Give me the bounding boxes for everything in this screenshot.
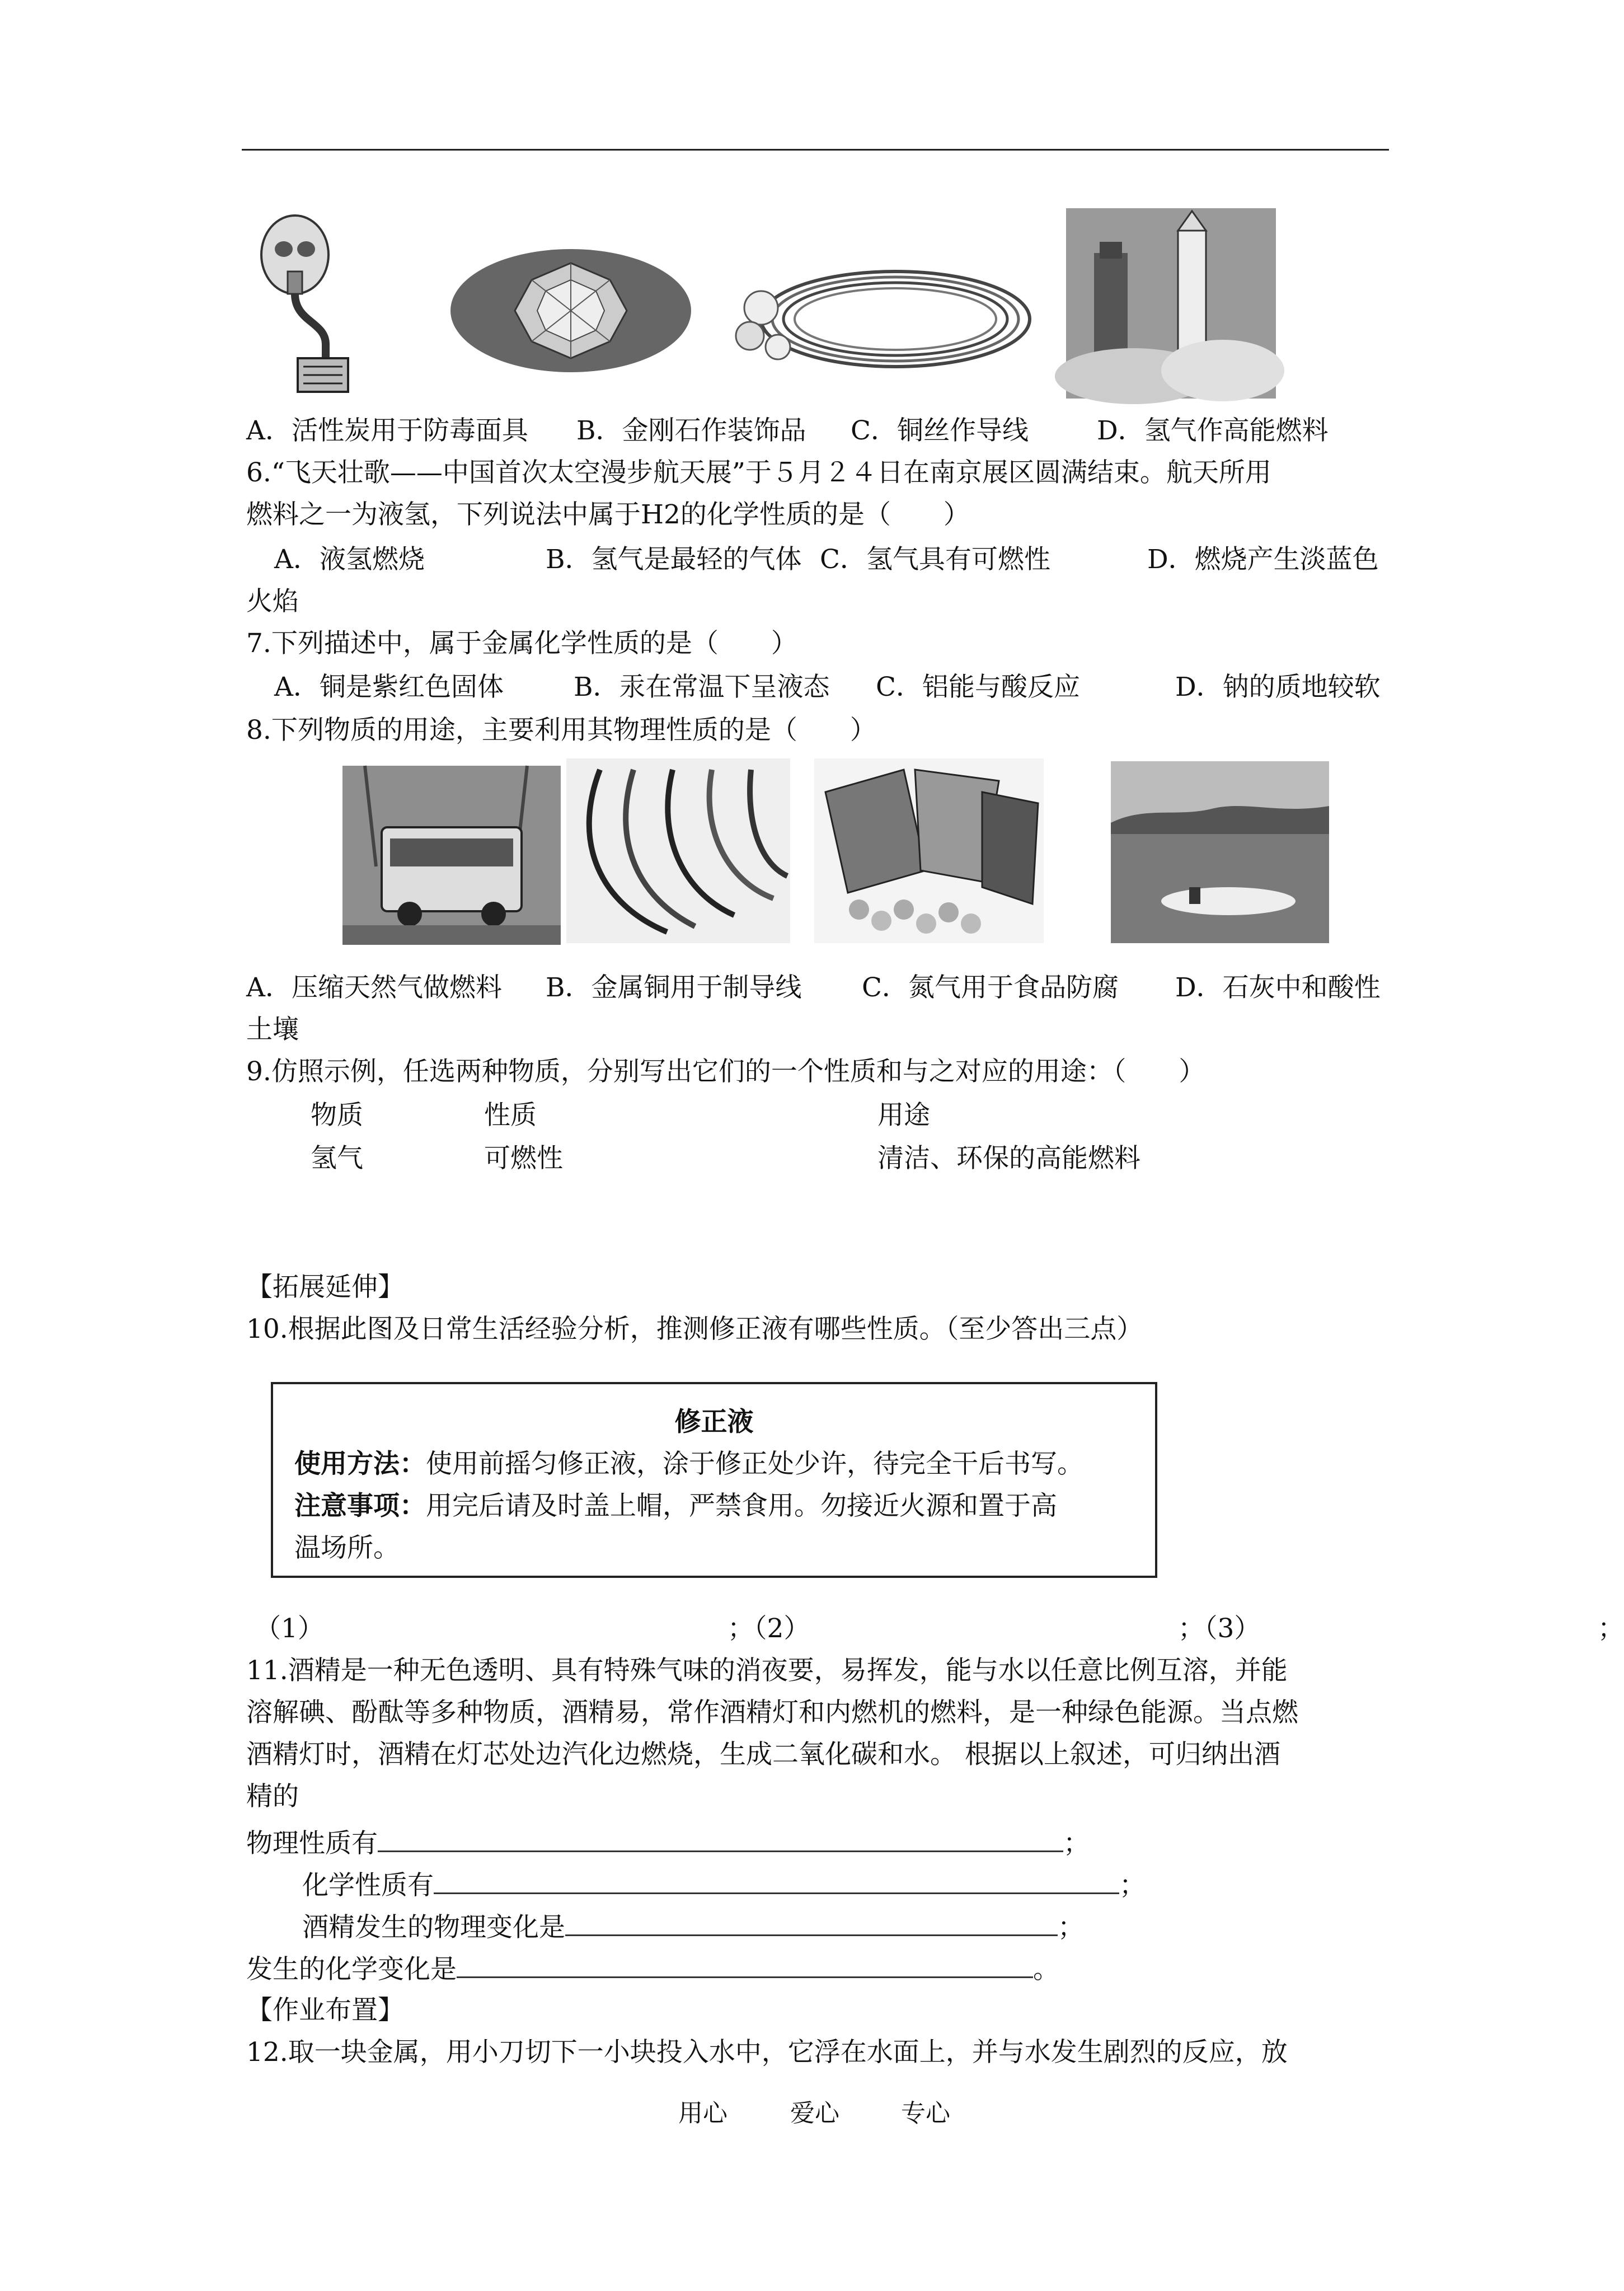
wires-picture: [566, 758, 790, 943]
q6-option-a: A．液氢燃烧: [274, 544, 425, 575]
q7-option-d: D．钠的质地较软: [1175, 672, 1381, 702]
q6-stem-line1: 6.“飞天壮歌——中国首次太空漫步航天展”于５月２４日在南京展区圆满结束。航天所用: [246, 457, 1271, 488]
box-title: 修正液: [674, 1407, 754, 1437]
q7-stem: 7.下列描述中，属于金属化学性质的是（ ）: [246, 628, 797, 659]
q6-option-c: C．氢气具有可燃性: [820, 544, 1050, 575]
q11-physical-blank[interactable]: [378, 1826, 1063, 1852]
q10-stem: 10.根据此图及日常生活经验分析，推测修正液有哪些性质。（至少答出三点）: [246, 1314, 1143, 1344]
q9-example-property: 可燃性: [484, 1143, 563, 1174]
lime-soil-picture: [1111, 761, 1329, 943]
q5-option-c: C．铜丝作导线: [851, 415, 1029, 446]
q9-example-use: 清洁、环保的高能燃料: [877, 1143, 1140, 1174]
q11-chemical-change-row: [246, 1952, 1059, 1987]
diamond-picture: [448, 246, 694, 375]
section-homework-heading: 【作业布置】: [246, 1995, 404, 2026]
q11-semicolon-2: ；: [1119, 1870, 1146, 1901]
correction-fluid-label-box: [271, 1382, 1157, 1578]
usage-label: 使用方法：: [294, 1449, 426, 1479]
q8-option-a: A．压缩天然气做燃料: [246, 972, 502, 1003]
q7-option-b: B．汞在常温下呈液态: [574, 672, 830, 702]
footer-word-3: 专心: [901, 2099, 950, 2128]
q11-physical-change-label: 酒精发生的物理变化是: [302, 1912, 565, 1943]
q8-option-d: D．石灰中和酸性: [1175, 972, 1381, 1003]
q6-option-d: D．燃烧产生淡蓝色: [1147, 544, 1379, 575]
footer-word-1: 用心: [678, 2099, 727, 2128]
notice-label: 注意事项：: [294, 1491, 426, 1521]
q5-option-d: D．氢气作高能燃料: [1097, 415, 1329, 446]
q10-answer-2-label: ；（2）: [727, 1613, 810, 1644]
q11-chemical-label: 化学性质有: [302, 1870, 434, 1901]
section-extend-heading: 【拓展延伸】: [246, 1272, 404, 1303]
q9-example-substance: 氢气: [311, 1143, 363, 1174]
q8-stem: 8.下列物质的用途，主要利用其物理性质的是（ ）: [246, 715, 876, 746]
q7-option-c: C．铝能与酸反应: [876, 672, 1080, 702]
q11-chemical-property-row: [302, 1868, 1146, 1903]
notice-text-1: 用完后请及时盖上帽，严禁食用。勿接近火源和置于高: [426, 1491, 1057, 1521]
q11-chemical-blank[interactable]: [434, 1868, 1119, 1894]
q11-physical-label: 物理性质有: [246, 1828, 378, 1859]
q11-semicolon-1: ；: [1063, 1828, 1090, 1859]
q6-option-b: B．氢气是最轻的气体: [546, 544, 802, 575]
q11-semicolon-3: ；: [1058, 1912, 1084, 1943]
q5-option-a: A．活性炭用于防毒面具: [246, 415, 528, 446]
q11-physical-property-row: [246, 1826, 1090, 1861]
q7-option-a: A．铜是紫红色固体: [274, 672, 504, 702]
q11-physical-change-blank[interactable]: [565, 1910, 1058, 1936]
bus-picture: [342, 766, 561, 945]
q9-header-use: 用途: [877, 1100, 930, 1131]
box-notice-line: [294, 1489, 1057, 1523]
q5-option-b: B．金刚石作装饰品: [576, 415, 806, 446]
q8-option-d-cont: 土壤: [246, 1014, 299, 1045]
box-usage-line: [294, 1447, 1083, 1481]
q6-stem-line2: 燃料之一为液氢，下列说法中属于H2的化学性质的是（ ）: [246, 499, 970, 530]
usage-text: 使用前摇匀修正液，涂于修正处少许，待完全干后书写。: [426, 1449, 1083, 1479]
header-rule: [242, 149, 1389, 151]
q9-stem: 9.仿照示例，任选两种物质，分别写出它们的一个性质和与之对应的用途：（ ）: [246, 1056, 1205, 1087]
q10-answer-1-label: （1）: [255, 1613, 324, 1644]
footer-word-2: 爱心: [790, 2099, 839, 2128]
q10-answer-end: ；: [1598, 1613, 1624, 1644]
q8-option-c: C．氮气用于食品防腐: [862, 972, 1119, 1003]
q10-answer-3-label: ；（3）: [1178, 1613, 1261, 1644]
q11-chemical-change-blank[interactable]: [457, 1952, 1033, 1978]
q9-header-substance: 物质: [311, 1100, 363, 1131]
q11-line1: 11.酒精是一种无色透明、具有特殊气味的消夜要，易挥发，能与水以任意比例互溶，并能: [246, 1655, 1288, 1686]
notice-text-2: 温场所。: [294, 1533, 400, 1563]
q11-line3: 酒精灯时，酒精在灯芯处边汽化边燃烧，生成二氧化碳和水。 根据以上叙述，可归纳出酒: [246, 1739, 1280, 1770]
q11-period: 。: [1033, 1954, 1059, 1985]
q11-physical-change-row: [302, 1910, 1084, 1945]
copper-wire-picture: [727, 263, 1041, 375]
gas-mask-picture: [242, 210, 354, 395]
q8-option-b: B．金属铜用于制导线: [546, 972, 802, 1003]
rocket-launch-picture: [1066, 208, 1276, 399]
q9-header-property: 性质: [484, 1100, 537, 1131]
food-packaging-picture: [814, 758, 1044, 943]
q12-line1: 12.取一块金属，用小刀切下一小块投入水中，它浮在水面上，并与水发生剧烈的反应，放: [246, 2037, 1288, 2068]
q11-chemical-change-label: 发生的化学变化是: [246, 1954, 457, 1985]
q6-option-d-cont: 火焰: [246, 586, 299, 617]
q11-line4: 精的: [246, 1781, 299, 1812]
q11-line2: 溶解碘、酚酞等多种物质，酒精易，常作酒精灯和内燃机的燃料，是一种绿色能源。当点燃: [246, 1697, 1298, 1728]
